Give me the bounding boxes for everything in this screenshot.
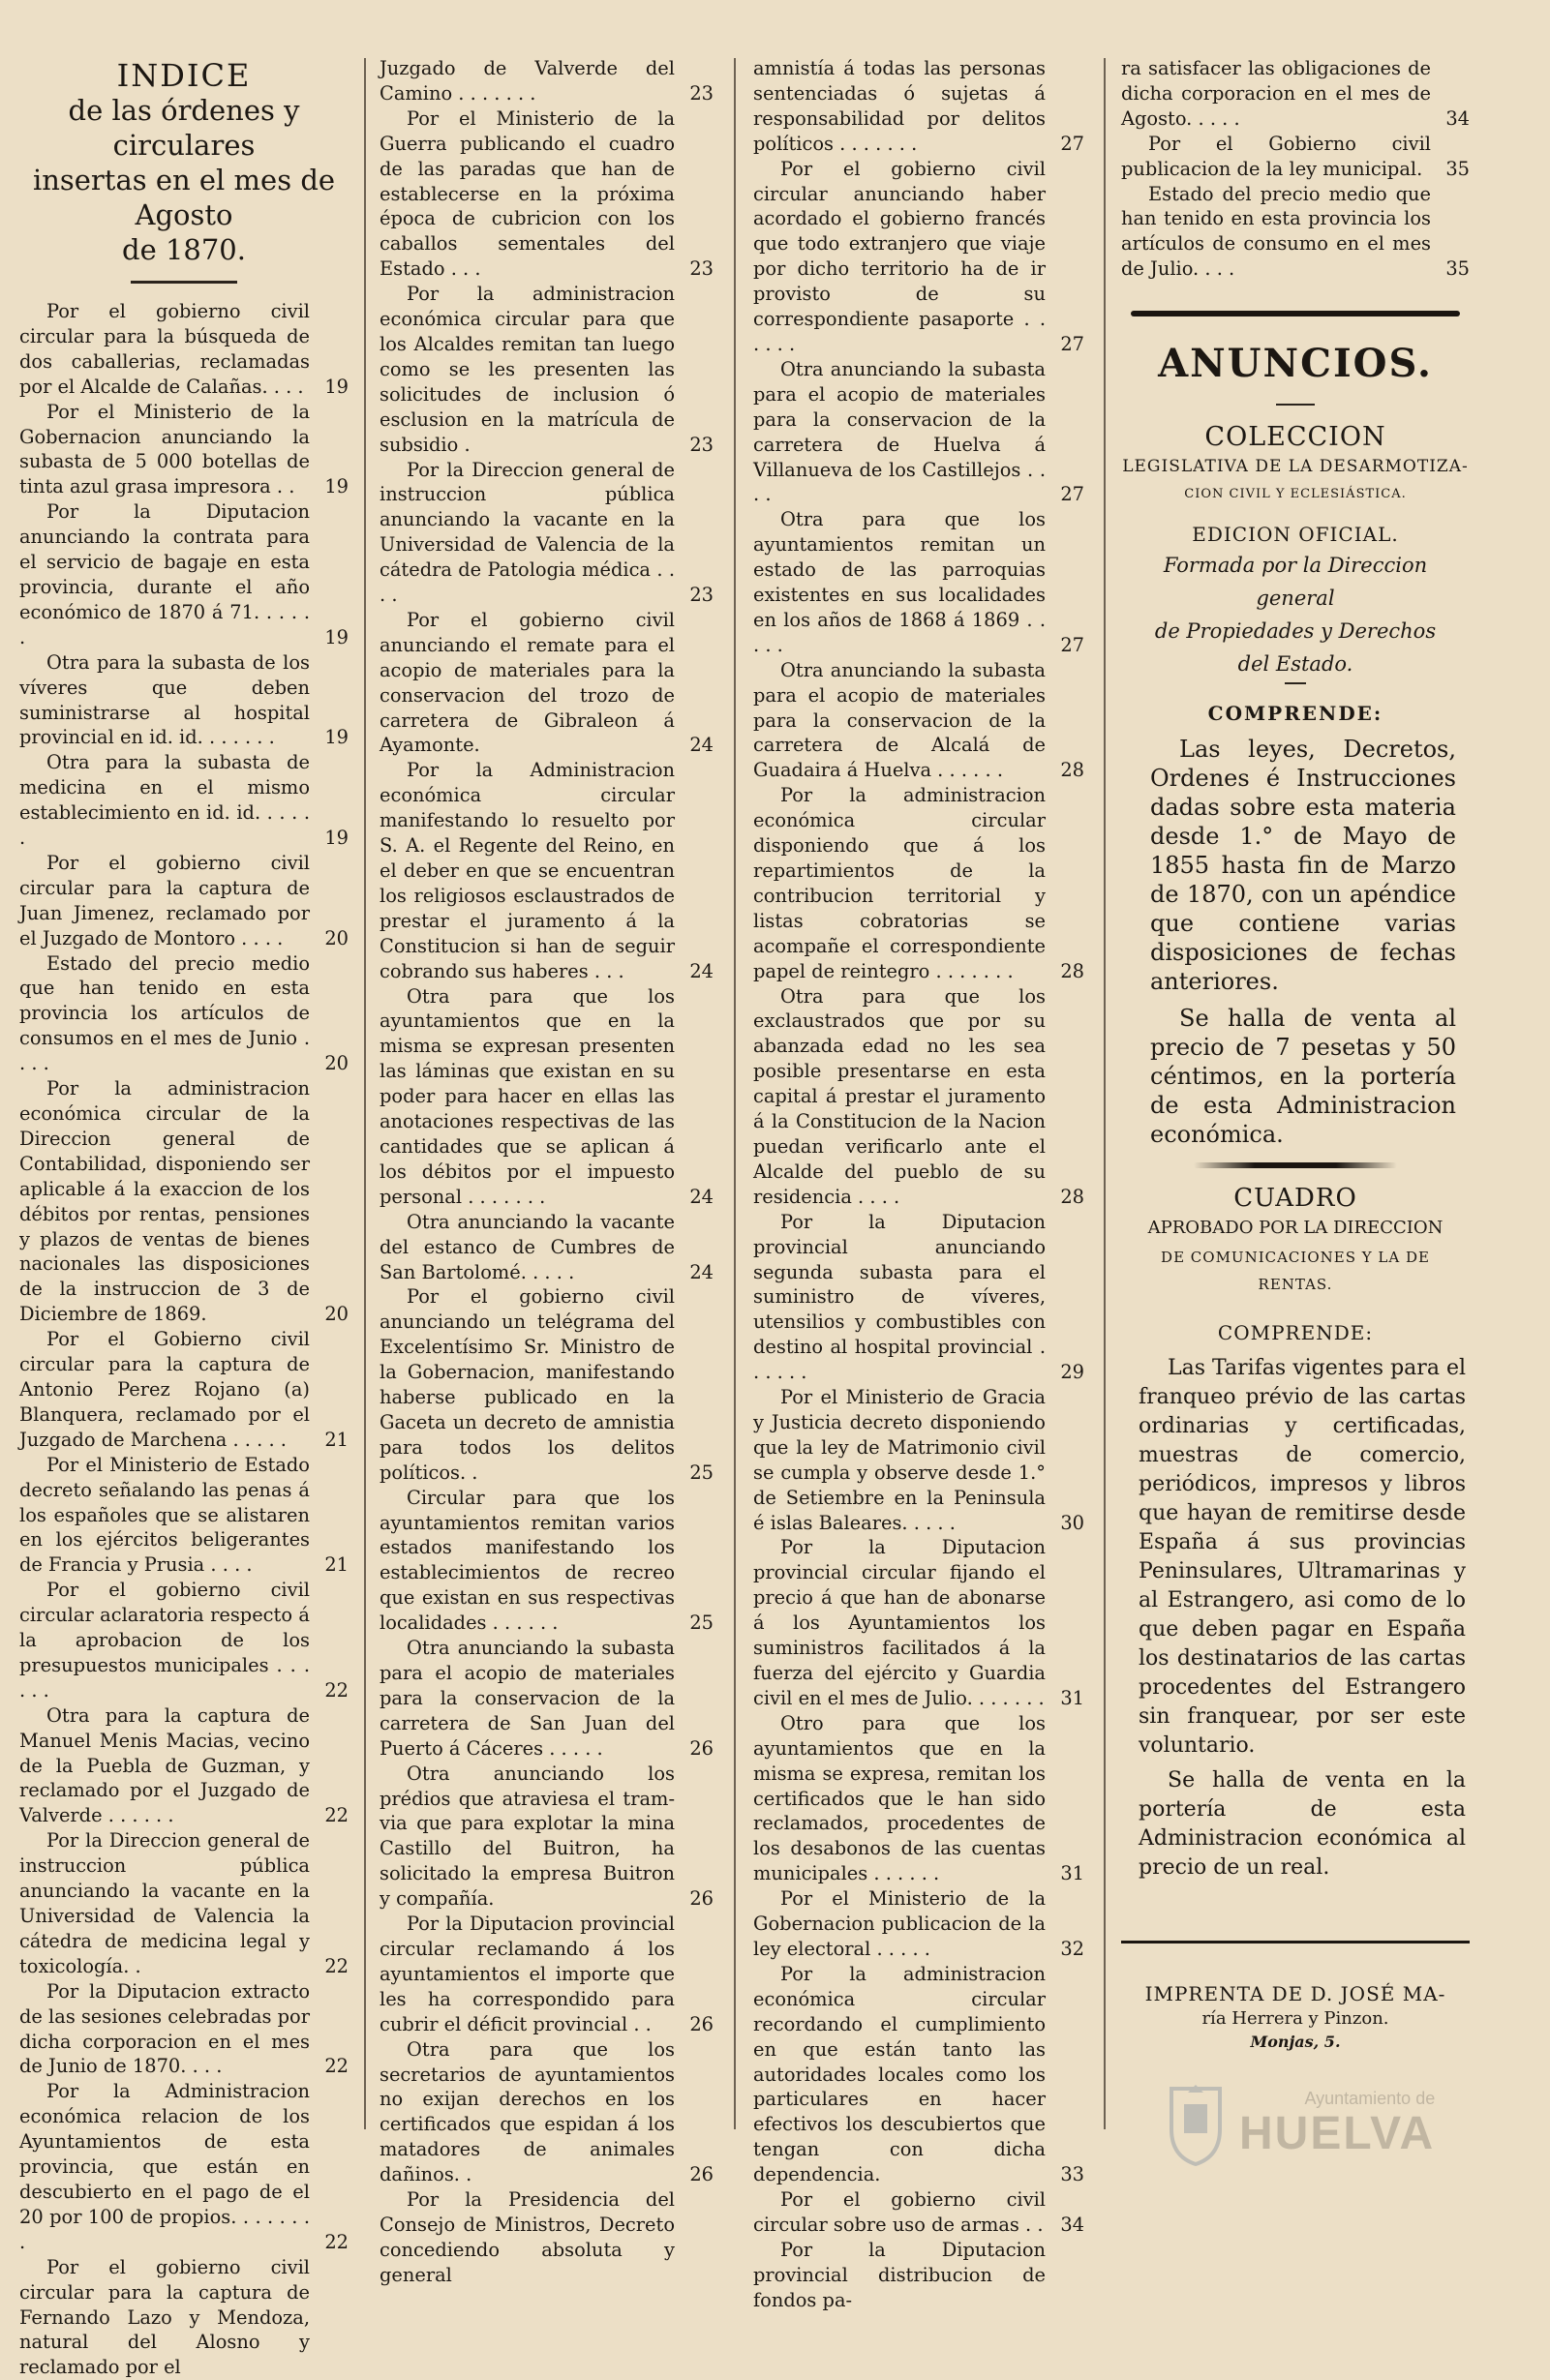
entry-text: Por la Diputacion extracto de las sesiones celebradas por dicha corporacion en el mes de Junio de 1870. . . . xyxy=(19,1979,310,2078)
index-title-line: de las órdenes y circulares xyxy=(68,94,300,162)
entry-page-number: 19 xyxy=(324,827,349,850)
entry-text: Otra anunciando la subasta para el acopio de materiales para la conservacion de la carretera de Alcalá de Guadaira á Huelva . . . . . . xyxy=(753,658,1046,782)
cuadro-subtitle: DE COMUNICACIONES Y LA DE RENTAS. xyxy=(1161,1249,1430,1294)
index-entry xyxy=(19,951,349,1077)
entry-text: Otra anunciando los prédios que atraviesa el tram-via que para explotar la mina Castillo del Buitron, ha solicitado la empresa Buitron y compañía. xyxy=(380,1762,675,1911)
entry-text: Por la Diputacion anunciando la contrata para el servicio de bagaje en esta provincia, durante el año económico de 1870 á 71. . . . . . xyxy=(19,500,310,648)
index-entry xyxy=(753,1962,1084,2187)
index-entries-col-1 xyxy=(19,299,349,2380)
entry-text: Por la Administracion económica circular manifestando lo resuelto por S. A. el Regente del Reino, en el deber en que se encuentran los religiosos esclaustrados de prestar el juramento á la Constitucion si han de seguir cobrando sus haberes . . . xyxy=(380,759,675,982)
entry-page-number: 23 xyxy=(689,433,714,456)
imprenta-line: ría Herrera y Pinzon. xyxy=(1201,2008,1389,2030)
cuadro-title: CUADRO xyxy=(1233,1184,1357,1214)
entry-text: Otra para que los ayuntamientos que en la misma se expresan presenten las láminas que existan en su poder para hacer en ellas las anotaciones respectivas de las cantidades que se aplican á los débitos por el impuesto personal . . . . . . . xyxy=(380,984,675,1208)
entry-page-number: 32 xyxy=(1060,1937,1084,1960)
entry-text: Otra para la subasta de los víveres que deben suministrarse al hospital provincial en id. id. . . . . . . xyxy=(19,650,310,749)
entry-text: Por la administracion económica circular de la Direccion general de Contabilidad, disponiendo ser aplicable á la exaccion de los débitos por rentas, pensiones y plazos de ventas de bienes nacionales las disposiciones de la instruccion de 3 de Diciembre de 1869. xyxy=(19,1077,310,1326)
index-entry xyxy=(19,650,349,751)
index-entry xyxy=(380,2037,714,2187)
index-entry xyxy=(19,299,349,400)
entry-text: Otra para la captura de Manuel Menis Macias, vecino de la Puebla de Guzman, y reclamado por el Juzgado de Valverde . . . . . . xyxy=(19,1703,310,1827)
entry-page-number: 24 xyxy=(689,1185,714,1208)
entry-page-number: 29 xyxy=(1060,1361,1084,1384)
watermark-line: HUELVA xyxy=(1239,2108,1436,2159)
index-entry xyxy=(753,1385,1084,1535)
title-rule xyxy=(131,281,237,284)
index-entry xyxy=(19,750,349,851)
index-entry xyxy=(1121,56,1470,132)
index-entry xyxy=(380,2187,714,2288)
entry-text: Por el Ministerio de Gracia y Justicia decreto disponiendo que la ley de Matrimonio civil se cumpla y observe desde 1.° de Setiembre en la Peninsula é islas Baleares. . . . . xyxy=(753,1386,1046,1534)
comprende-text: Las leyes, Decretos, Ordenes é Instrucciones dadas sobre esta materia desde 1.° de Mayo de 1855 hasta fin de Marzo de 1870, con un apéndice que contiene varias disposiciones de fechas anteriores. xyxy=(1150,736,1456,996)
index-entry xyxy=(753,357,1084,507)
entry-text: Por el gobierno civil circular anunciando haber acordado el gobierno francés que todo extranjero que viaje por dicho territorio ha de ir provisto de su correspondiente pasaporte . . . . . . xyxy=(753,157,1046,355)
entry-text: Por el Ministerio de la Gobernacion publicacion de la ley electoral . . . . . xyxy=(753,1887,1046,1960)
index-entry xyxy=(380,1636,714,1762)
entry-text: Por el Ministerio de Estado decreto señalando las penas á los españoles que se alistaren en los ejércitos beligerantes de Francia y Prusia . . . . xyxy=(19,1453,310,1577)
entry-text: Por el gobierno civil circular para la búsqueda de dos caballerias, reclamadas por el Alcalde de Calañas. . . . xyxy=(19,300,310,398)
index-entries-col-3 xyxy=(753,56,1084,2313)
entry-text: Por el Ministerio de la Guerra publicando el cuadro de las paradas que han de establecerse en la próxima época de cubricion con los caballos sementales del Estado . . . xyxy=(380,106,675,281)
entry-page-number: 22 xyxy=(324,1954,349,1977)
entry-page-number: 33 xyxy=(1060,2163,1084,2186)
entry-page-number: 22 xyxy=(324,2055,349,2078)
index-entry xyxy=(380,282,714,457)
entry-text: Por el gobierno civil circular para la captura de Juan Jimenez, reclamado por el Juzgado de Montoro . . . . xyxy=(19,851,310,949)
coleccion-title: COLECCION xyxy=(1204,422,1386,453)
entry-page-number: 20 xyxy=(324,926,349,949)
entry-text: Por la administracion económica circular recordando el cumplimiento en que están tanto las autoridades locales como los particulares en hacer efectivos los descubiertos que tengan con dicha dependencia. xyxy=(753,1962,1046,2186)
entry-page-number: 26 xyxy=(689,1887,714,1911)
index-entry xyxy=(380,1486,714,1636)
ornamental-rule xyxy=(1194,1162,1397,1168)
index-entry xyxy=(753,1886,1084,1962)
index-entry xyxy=(19,1578,349,1703)
edicion-oficial: EDICION OFICIAL. xyxy=(1192,523,1399,547)
index-entry xyxy=(19,400,349,500)
section-rule xyxy=(1131,311,1460,316)
formada-line: de Propiedades y Derechos xyxy=(1154,619,1437,644)
entry-text: Por el Ministerio de la Gobernacion anunciando la subasta de 5 000 botellas de tinta azul grasa impresora . . xyxy=(19,400,310,498)
imprenta-address: Monjas, 5. xyxy=(1250,2033,1341,2052)
dash-divider xyxy=(1276,404,1315,406)
entry-page-number: 21 xyxy=(324,1428,349,1451)
entry-text: Por el gobierno civil anunciando un telégrama del Excelentísimo Sr. Ministro de la Gobernacion, manifestando haberse publicado en la Gaceta un decreto de amnistia para todos los delitos políticos. . xyxy=(380,1285,675,1484)
index-entry xyxy=(19,1327,349,1453)
entry-page-number: 34 xyxy=(1060,2213,1084,2236)
entry-text: ra satisfacer las obligaciones de dicha corporacion en el mes de Agosto. . . . . xyxy=(1121,57,1431,130)
index-entry xyxy=(19,1979,349,2080)
index-entry xyxy=(380,608,714,758)
index-entry xyxy=(380,758,714,983)
anuncios-heading: ANUNCIOS. xyxy=(1158,341,1433,387)
watermark-line: Ayuntamiento de xyxy=(1304,2089,1436,2108)
index-entry xyxy=(380,1762,714,1912)
index-entries-col-2 xyxy=(380,56,714,2288)
entry-text: Estado del precio medio que han tenido en esta provincia los artículos de consumo en el mes de Julio. . . . xyxy=(1121,182,1431,281)
index-entry xyxy=(380,56,714,106)
index-entry xyxy=(753,658,1084,784)
entry-text: Por la administracion económica circular disponiendo que á los repartimientos de la contribucion territorial y listas cobratorias se acompañe el correspondiente papel de reintegro . . . . . . . xyxy=(753,784,1046,982)
index-entry xyxy=(753,56,1084,157)
formada-line: del Estado. xyxy=(1237,652,1353,677)
index-entry xyxy=(380,1912,714,2037)
index-entry xyxy=(380,458,714,608)
index-entry xyxy=(753,2187,1084,2238)
index-title-line: de 1870. xyxy=(122,233,246,266)
entry-text: Por la Administracion económica relacion de los Ayuntamientos de esta provincia, que están en descubierto en el pago de el 20 por 100 de propios. . . . . . . . xyxy=(19,2080,310,2253)
entry-page-number: 27 xyxy=(1060,132,1084,155)
entry-text: Por la Direccion general de instruccion pública anunciando la vacante en la Universidad de Valencia de la cátedra de Patologia médica . . . . xyxy=(380,458,675,607)
entry-page-number: 20 xyxy=(324,1052,349,1075)
entry-text: Por el gobierno civil circular para la captura de Fernando Lazo y Mendoza, natural del Alosno y reclamado por el xyxy=(19,2255,310,2379)
column-2 xyxy=(380,56,714,2288)
entry-page-number: 23 xyxy=(689,584,714,607)
entry-page-number: 27 xyxy=(1060,633,1084,656)
column-1 xyxy=(19,56,349,2380)
entry-page-number: 23 xyxy=(689,257,714,281)
entry-page-number: 25 xyxy=(689,1612,714,1635)
index-entry xyxy=(753,1535,1084,1710)
entry-text: Por la Presidencia del Consejo de Ministros, Decreto concediendo absoluta y general xyxy=(380,2188,675,2286)
index-entry xyxy=(1121,132,1470,182)
entry-page-number: 28 xyxy=(1060,959,1084,982)
entry-text: Otra para la subasta de medicina en el mismo establecimiento en id. id. . . . . . xyxy=(19,751,310,850)
index-entry xyxy=(19,1076,349,1327)
tarifas-text: Las Tarifas vigentes para el franqueo prévio de las cartas ordinarias y certificadas, muestras de comercio, periódicos, impresos y libros que hayan de remitirse desde España á sus provincias Peninsulares, Ultramarinas y al Estrangero, asi como de lo que deben pagar en España los destinatarios de las cartas procedentes del Estrangero sin franquear, por ser este voluntario. xyxy=(1139,1356,1466,1759)
footer-rule xyxy=(1121,1941,1470,1943)
entry-text: Por la Diputacion provincial circular fijando el precio á que han de abonarse á los Ayuntamientos los suministros facilitados á la fuerza del ejército y Guardia civil en el mes de Julio. . . . . . . xyxy=(753,1536,1046,1709)
entry-text: Otra para que los ayuntamientos remitan un estado de las parroquias existentes en sus localidades en los años de 1868 á 1869 . . . . . xyxy=(753,508,1046,656)
index-entry xyxy=(19,2079,349,2254)
entry-page-number: 24 xyxy=(689,959,714,982)
entry-text: Por el gobierno civil circular aclaratoria respecto á la aprobacion de los presupuestos municipales . . . . . . xyxy=(19,1579,310,1702)
index-entry xyxy=(753,783,1084,983)
entry-text: Por la Direccion general de instruccion pública anunciando la vacante en la Universidad de Valencia la cátedra de medicina legal y toxicología. . xyxy=(19,1829,310,1977)
column-3 xyxy=(753,56,1084,2313)
entry-page-number: 26 xyxy=(689,1736,714,1760)
coleccion-subtitle: LEGISLATIVA DE LA DESARMOTIZA- xyxy=(1122,457,1469,477)
watermark xyxy=(1239,2089,1435,2159)
entry-text: Otra anunciando la subasta para el acopio de materiales para la conservacion de la carretera de Huelva á Villanueva de los Castillejos . . . . xyxy=(753,357,1046,506)
entry-page-number: 19 xyxy=(324,726,349,749)
entry-page-number: 31 xyxy=(1060,1686,1084,1709)
entry-page-number: 19 xyxy=(324,375,349,398)
index-entry xyxy=(753,1210,1084,1385)
entry-page-number: 27 xyxy=(1060,483,1084,506)
entry-page-number: 23 xyxy=(689,81,714,105)
entry-page-number: 19 xyxy=(324,475,349,498)
entry-text: Por el gobierno civil circular sobre uso de armas . . xyxy=(753,2188,1046,2236)
entry-text: Por el gobierno civil anunciando el remate para el acopio de materiales para la conservacion del trozo de carretera de Gibraleon á Ayamonte. xyxy=(380,608,675,757)
entry-page-number: 22 xyxy=(324,1804,349,1827)
index-entry xyxy=(380,1284,714,1485)
index-entries-col-4 xyxy=(1121,56,1470,282)
entry-page-number: 35 xyxy=(1445,257,1470,281)
entry-page-number: 26 xyxy=(689,2163,714,2186)
index-entry xyxy=(19,1453,349,1579)
index-entry xyxy=(753,507,1084,657)
index-entry xyxy=(19,851,349,951)
entry-page-number: 28 xyxy=(1060,759,1084,782)
entry-text: Otro para que los ayuntamientos que en la misma se expresa, remitan los certificados que le han sido reclamados, procedentes de los desabonos de las cuentas municipales . . . . . . xyxy=(753,1711,1046,1885)
entry-text: Por la Diputacion provincial anunciando segunda subasta para el suministro de víveres, utensilios y combustibles con destino al hospital provincial . . . . . . xyxy=(753,1210,1046,1384)
comprende-label: COMPRENDE: xyxy=(1207,702,1383,726)
entry-page-number: 21 xyxy=(324,1553,349,1577)
entry-page-number: 19 xyxy=(324,625,349,648)
index-title-line: insertas en el mes de Agosto xyxy=(32,164,336,231)
entry-page-number: 26 xyxy=(689,2012,714,2035)
entry-text: amnistía á todas las personas sentenciadas ó sujetas á responsabilidad por delitos políticos . . . . . . . xyxy=(753,57,1046,155)
index-entry xyxy=(380,984,714,1210)
entry-page-number: 34 xyxy=(1445,106,1470,130)
entry-text: Por la Diputacion provincial distribucion de fondos pa- xyxy=(753,2238,1046,2311)
entry-text: Juzgado de Valverde del Camino . . . . . . . xyxy=(380,57,675,105)
index-entry xyxy=(753,2238,1084,2313)
entry-page-number: 27 xyxy=(1060,332,1084,355)
index-entry xyxy=(380,1210,714,1285)
entry-page-number: 35 xyxy=(1445,157,1470,180)
formada-line: Formada por la Direccion general xyxy=(1163,554,1428,611)
entry-page-number: 24 xyxy=(689,1260,714,1283)
index-entry xyxy=(19,1828,349,1978)
index-title-top: INDICE xyxy=(116,57,252,94)
imprenta-line: IMPRENTA DE D. JOSÉ MA- xyxy=(1144,1982,1446,2006)
comprende-label: COMPRENDE: xyxy=(1217,1321,1374,1345)
entry-text: Estado del precio medio que han tenido en esta provincia los artículos de consumos en el mes de Junio . . . . xyxy=(19,951,310,1075)
entry-text: Por la administracion económica circular para que los Alcaldes remitan tan luego como se les presenten las solicitudes de inclusion ó esclusion en la matrícula de subsidio . xyxy=(380,283,675,456)
index-title xyxy=(19,58,349,267)
cuadro-subtitle: APROBADO POR LA DIRECCION xyxy=(1147,1218,1444,1239)
index-entry xyxy=(753,984,1084,1210)
index-entry xyxy=(19,499,349,649)
index-entry xyxy=(380,106,714,282)
entry-text: Otra anunciando la subasta para el acopio de materiales para la conservacion de la carretera de San Juan del Puerto á Cáceres . . . . . xyxy=(380,1637,675,1760)
entry-text: Por el Gobierno civil circular para la captura de Antonio Perez Rojano (a) Blanquera, reclamado por el Juzgado de Marchena . . . . . xyxy=(19,1328,310,1451)
column-4 xyxy=(1121,56,1470,2054)
city-seal-icon xyxy=(1167,2081,1225,2166)
entry-text: Otra para que los secretarios de ayuntamientos no exijan derechos en los certificados que espidan á los matadores de animales dañinos. . xyxy=(380,2037,675,2186)
index-entry xyxy=(19,1703,349,1829)
entry-page-number: 28 xyxy=(1060,1185,1084,1208)
column-rule xyxy=(734,58,736,2129)
index-entry xyxy=(1121,182,1470,283)
entry-text: Por la Diputacion provincial circular reclamando á los ayuntamientos el importe que les ha correspondido para cubrir el déficit provincial . . xyxy=(380,1913,675,2035)
index-entry xyxy=(753,1711,1084,1886)
column-rule xyxy=(364,58,366,2129)
entry-page-number: 22 xyxy=(324,2230,349,2253)
index-entry xyxy=(19,2255,349,2380)
entry-page-number: 20 xyxy=(324,1303,349,1326)
entry-page-number: 31 xyxy=(1060,1862,1084,1885)
coleccion-subtitle: CION CIVIL Y ECLESIÁSTICA. xyxy=(1184,487,1407,502)
venta-text: Se halla de venta en la portería de esta Administracion económica al precio de un real. xyxy=(1139,1768,1466,1881)
venta-text: Se halla de venta al precio de 7 pesetas y 50 céntimos, en la portería de esta Administracion económica. xyxy=(1150,1005,1456,1149)
entry-text: Por el Gobierno civil publicacion de la ley municipal. xyxy=(1121,132,1431,180)
dash-divider xyxy=(1285,682,1306,684)
index-entry xyxy=(753,157,1084,357)
entry-page-number: 25 xyxy=(689,1461,714,1484)
entry-text: Otra para que los exclaustrados que por su abanzada edad no les sea posible presentarse en esta capital á prestar el juramento á la Constitucion de la Nacion puedan verificarlo ante el Alcalde del pueblo de su residencia . . . . xyxy=(753,984,1046,1208)
entry-text: Circular para que los ayuntamientos remitan varios estados manifestando los establecimientos de recreo que existan en sus respectivas localidades . . . . . . xyxy=(380,1486,675,1635)
entry-page-number: 22 xyxy=(324,1678,349,1702)
entry-text: Otra anunciando la vacante del estanco de Cumbres de San Bartolomé. . . . . xyxy=(380,1210,675,1283)
entry-page-number: 24 xyxy=(689,734,714,757)
column-rule xyxy=(1104,58,1106,2129)
entry-page-number: 30 xyxy=(1060,1511,1084,1534)
